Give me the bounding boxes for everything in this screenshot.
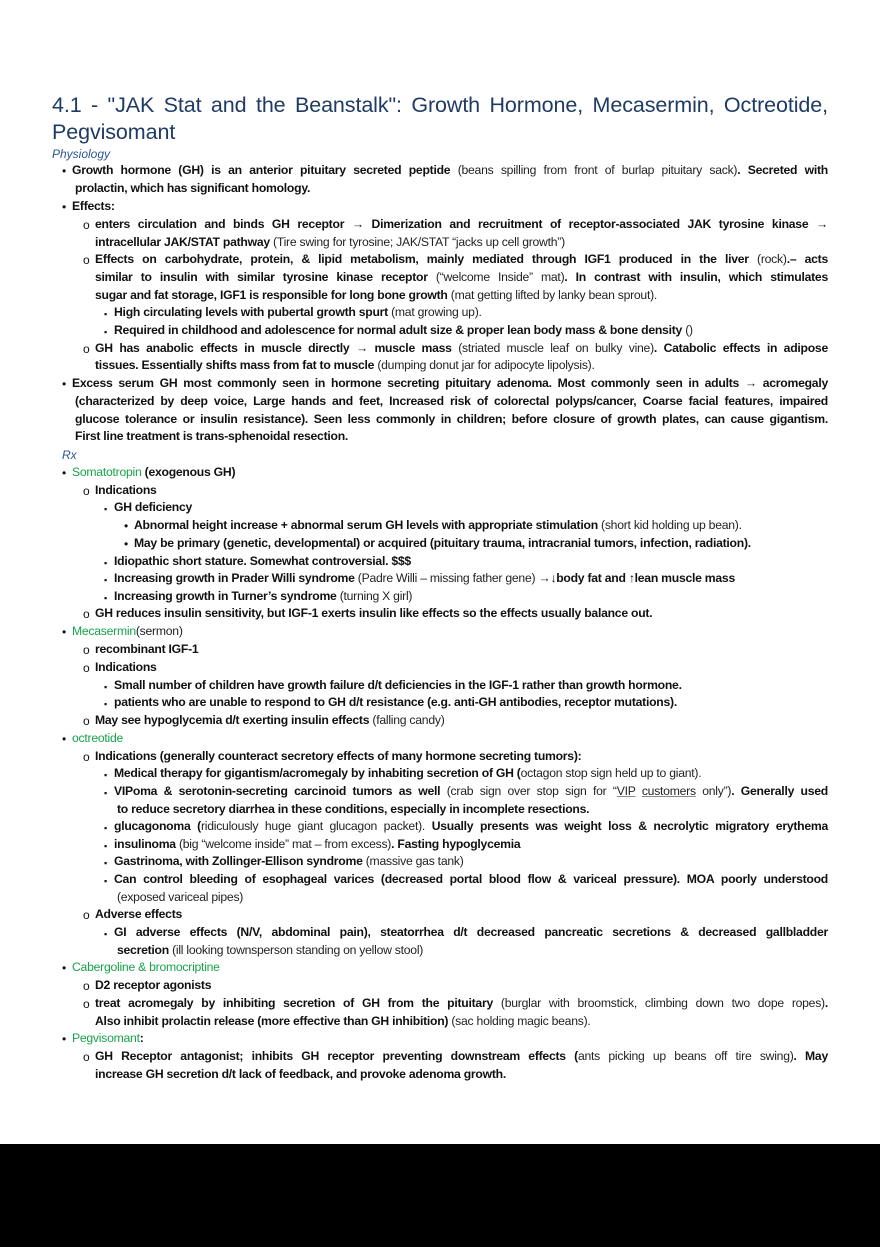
- text-line: [95, 357, 595, 375]
- drug-name: Cabergoline & bromocriptine: [72, 960, 220, 974]
- list-bullet-icon: ▪: [104, 876, 108, 886]
- text-segment: .: [824, 996, 828, 1010]
- list-bullet-icon: o: [83, 979, 90, 993]
- text-segment: sugar and fat storage, IGF1 is responsible for long bone growth: [95, 288, 451, 302]
- text-segment: GH has anabolic effects in muscle directly → muscle mass: [95, 341, 459, 355]
- text-line: [95, 906, 182, 924]
- text-segment: . Generally used: [731, 784, 828, 798]
- list-bullet-icon: ▪: [104, 309, 108, 319]
- text-line: [95, 659, 157, 677]
- text-segment: secretion: [117, 943, 173, 957]
- list-bullet-icon: •: [124, 519, 129, 533]
- list-bullet-icon: •: [62, 961, 67, 975]
- text-segment: recombinant IGF-1: [95, 642, 199, 656]
- text-segment: Indications: [95, 660, 157, 674]
- text-segment: (massive gas tank): [365, 854, 464, 868]
- text-segment: VIPoma & serotonin-secreting carcinoid tumors as well: [114, 784, 447, 798]
- text-segment: Effects on carbohydrate, protein, & lipid metabolism, mainly mediated through IGF1 produced in the liver: [95, 252, 758, 266]
- text-segment: (mat growing up).: [391, 305, 482, 319]
- text-line: [114, 765, 701, 783]
- list-bullet-icon: o: [83, 997, 90, 1011]
- text-segment: increase GH secretion d/t lack of feedback, and provoke adenoma growth.: [95, 1067, 506, 1081]
- list-bullet-icon: ▪: [104, 593, 108, 603]
- text-segment: (crab sign over stop sign for “: [446, 784, 617, 798]
- text-segment: .– acts: [786, 252, 828, 266]
- list-bullet-icon: ▪: [104, 558, 108, 568]
- list-bullet-icon: ▪: [104, 770, 108, 780]
- text-segment: (exogenous GH): [141, 465, 236, 479]
- text-segment: (exposed variceal pipes): [117, 890, 244, 904]
- text-line: [95, 340, 828, 358]
- text-segment: . Secreted with: [737, 163, 828, 177]
- text-line: [95, 234, 565, 252]
- text-segment: patients who are unable to respond to GH d/t resistance (e.g. anti-GH antibodies, receptor mutations).: [114, 695, 677, 709]
- list-bullet-icon: •: [124, 537, 129, 551]
- text-segment: glucose tolerance or insulin resistance). Seen less commonly in children; before closure of growth plates, can cause gigantism.: [75, 412, 828, 426]
- bottom-black-bar: [0, 1144, 880, 1247]
- list-bullet-icon: o: [83, 342, 90, 356]
- text-segment: Can control bleeding of esophageal varices (decreased portal blood flow & variceal pressure). MOA poorly understood: [114, 872, 828, 886]
- text-segment: Increasing growth in Turner’s syndrome: [114, 589, 340, 603]
- list-bullet-icon: o: [83, 218, 90, 232]
- text-segment: (Padre Willi – missing father gene): [357, 571, 539, 585]
- text-line: [114, 322, 693, 340]
- text-segment: Idiopathic short stature. Somewhat controversial. $$$: [114, 554, 411, 568]
- text-line: [95, 995, 828, 1013]
- text-line: [72, 464, 235, 482]
- list-bullet-icon: •: [62, 625, 67, 639]
- list-bullet-icon: o: [83, 661, 90, 675]
- text-segment: ridiculously huge giant glucagon packet).: [200, 819, 432, 833]
- drug-name: Mecasermin: [72, 624, 136, 638]
- text-segment: . Catabolic effects in adipose: [653, 341, 828, 355]
- text-segment: Excess serum GH most commonly seen in hormone secreting pituitary adenoma. Most commonly seen in adults → acromegaly: [72, 376, 828, 390]
- text-line: [114, 570, 735, 588]
- text-line: [72, 198, 115, 216]
- text-segment: Growth hormone (GH) is an anterior pituitary secreted peptide: [72, 163, 458, 177]
- text-line: [95, 251, 828, 269]
- text-line: [114, 304, 482, 322]
- text-line: [114, 924, 828, 942]
- text-segment: (characterized by deep voice, Large hands and feet, Increased risk of colorectal polyps/cancer, Coarse facial features, impaired: [75, 394, 828, 408]
- text-segment: insulinoma: [114, 837, 179, 851]
- text-segment: (beans spilling from front of burlap pituitary sack): [457, 163, 738, 177]
- list-bullet-icon: o: [83, 1050, 90, 1064]
- text-line: [95, 1066, 506, 1084]
- text-line: [95, 977, 211, 995]
- list-bullet-icon: •: [62, 164, 67, 178]
- section-heading-rx: Rx: [62, 448, 77, 462]
- text-segment: Increasing growth in Prader Willi syndrome: [114, 571, 358, 585]
- text-line: [114, 818, 828, 836]
- text-line: [114, 499, 192, 517]
- text-segment: D2 receptor agonists: [95, 978, 212, 992]
- text-segment: Indications: [95, 483, 157, 497]
- list-bullet-icon: •: [62, 377, 67, 391]
- list-bullet-icon: o: [83, 714, 90, 728]
- text-segment: Usually presents was weight loss & necrolytic migratory erythema: [431, 819, 829, 833]
- text-line: [95, 269, 828, 287]
- list-bullet-icon: •: [62, 732, 67, 746]
- text-line: [114, 853, 464, 871]
- list-bullet-icon: •: [62, 1032, 67, 1046]
- list-bullet-icon: ▪: [104, 327, 108, 337]
- text-segment: (“welcome Inside” mat): [435, 270, 565, 284]
- text-line: [75, 428, 348, 446]
- text-segment: (burglar with broomstick, climbing down two dope ropes): [500, 996, 825, 1010]
- text-segment: . May: [793, 1049, 828, 1063]
- text-segment: (rock): [757, 252, 787, 266]
- text-segment: May be primary (genetic, developmental) or acquired (pituitary trauma, intracranial tumors, infection, radiation).: [134, 536, 751, 550]
- text-segment: High circulating levels with pubertal growth spurt: [114, 305, 392, 319]
- text-line: [75, 411, 828, 429]
- list-bullet-icon: ▪: [104, 699, 108, 709]
- drug-name: Somatotropin: [72, 465, 142, 479]
- text-line: [114, 783, 828, 801]
- text-segment: (mat getting lifted by lanky bean sprout).: [450, 288, 658, 302]
- text-segment: GH reduces insulin sensitivity, but IGF-1 exerts insulin like effects so the effects usually balance out.: [95, 606, 653, 620]
- drug-name: octreotide: [72, 731, 124, 745]
- text-segment: (falling candy): [372, 713, 445, 727]
- text-line: [75, 393, 828, 411]
- text-line: [95, 287, 657, 305]
- text-line: [95, 712, 445, 730]
- text-segment: (sac holding magic beans).: [451, 1014, 591, 1028]
- text-segment: prolactin, which has significant homology.: [75, 181, 311, 195]
- text-line: [95, 482, 157, 500]
- text-line: [72, 1030, 144, 1048]
- text-segment: →↓body fat and ↑lean muscle mass: [538, 571, 735, 585]
- text-line: [117, 942, 423, 960]
- text-line: [134, 535, 751, 553]
- text-line: [95, 1013, 591, 1031]
- text-line: [114, 588, 412, 606]
- text-line: [114, 836, 520, 854]
- text-segment: Gastrinoma, with Zollinger-Ellison syndrome: [114, 854, 366, 868]
- text-segment: (turning X girl): [339, 589, 413, 603]
- text-line: [114, 871, 828, 889]
- text-segment: tissues. Essentially shifts mass from fat to muscle: [95, 358, 378, 372]
- text-segment: (striated muscle leaf on bulky vine): [458, 341, 654, 355]
- text-segment: (ill looking townsperson standing on yellow stool): [172, 943, 424, 957]
- text-segment: intracellular JAK/STAT pathway: [95, 235, 274, 249]
- text-segment: ants picking up beans off tire swing): [577, 1049, 794, 1063]
- text-line: [72, 623, 183, 641]
- drug-name: Pegvisomant: [72, 1031, 140, 1045]
- text-line: [95, 216, 828, 234]
- text-segment: glucagonoma (: [114, 819, 201, 833]
- text-line: [117, 889, 243, 907]
- text-line: [72, 730, 123, 748]
- text-segment: Medical therapy for gigantism/acromegaly by inhabiting secretion of GH (: [114, 766, 521, 780]
- text-segment: Effects:: [72, 199, 115, 213]
- text-segment: only”): [695, 784, 732, 798]
- text-line: [114, 553, 411, 571]
- text-segment: octagon stop sign held up to giant).: [520, 766, 702, 780]
- text-segment: . Fasting hypoglycemia: [391, 837, 521, 851]
- list-bullet-icon: o: [83, 908, 90, 922]
- text-line: [95, 748, 581, 766]
- section-heading-physiology: Physiology: [52, 147, 111, 161]
- text-segment: Indications (generally counteract secretory effects of many hormone secreting tumors):: [95, 749, 582, 763]
- text-segment: similar to insulin with similar tyrosine kinase receptor: [95, 270, 436, 284]
- text-segment: First line treatment is trans-sphenoidal resection.: [75, 429, 349, 443]
- text-line: [72, 375, 828, 393]
- text-line: [95, 605, 652, 623]
- list-bullet-icon: ▪: [104, 929, 108, 939]
- text-segment: May see hypoglycemia d/t exerting insulin effects: [95, 713, 373, 727]
- text-line: [95, 641, 198, 659]
- text-line: [75, 180, 310, 198]
- text-line: [117, 801, 589, 819]
- text-segment: customers: [641, 784, 696, 798]
- text-segment: GH deficiency: [114, 500, 193, 514]
- text-segment: :: [139, 1031, 144, 1045]
- text-segment: (dumping donut jar for adipocyte lipolysis).: [377, 358, 595, 372]
- list-bullet-icon: o: [83, 484, 90, 498]
- list-bullet-icon: o: [83, 607, 90, 621]
- text-segment: Required in childhood and adolescence for normal adult size & proper lean body mass & bone density: [114, 323, 686, 337]
- text-segment: Small number of children have growth failure d/t deficiencies in the IGF-1 rather than growth hormone.: [114, 678, 682, 692]
- text-segment: (Tire swing for tyrosine; JAK/STAT “jacks up cell growth”): [273, 235, 565, 249]
- text-segment: . In contrast with insulin, which stimulates: [564, 270, 828, 284]
- text-line: [72, 162, 828, 180]
- text-segment: Abnormal height increase + abnormal serum GH levels with appropriate stimulation: [134, 518, 602, 532]
- text-segment: Also inhibit prolactin release (more effective than GH inhibition): [95, 1014, 452, 1028]
- text-line: [95, 1048, 828, 1066]
- page-title: 4.1 - "JAK Stat and the Beanstalk": Growth Hormone, Mecasermin, Octreotide, Pegvisomant: [52, 93, 828, 144]
- list-bullet-icon: o: [83, 253, 90, 267]
- text-segment: VIP: [616, 784, 636, 798]
- list-bullet-icon: ▪: [104, 823, 108, 833]
- list-bullet-icon: ▪: [104, 504, 108, 514]
- list-bullet-icon: o: [83, 750, 90, 764]
- text-segment: (sermon): [135, 624, 183, 638]
- text-line: [134, 517, 742, 535]
- list-bullet-icon: •: [62, 200, 67, 214]
- text-segment: (short kid holding up bean).: [601, 518, 742, 532]
- list-bullet-icon: o: [83, 643, 90, 657]
- text-line: [72, 959, 220, 977]
- list-bullet-icon: •: [62, 466, 67, 480]
- list-bullet-icon: ▪: [104, 841, 108, 851]
- text-line: [114, 677, 682, 695]
- list-bullet-icon: ▪: [104, 575, 108, 585]
- text-segment: (big “welcome inside” mat – from excess): [178, 837, 392, 851]
- text-segment: Adverse effects: [95, 907, 183, 921]
- text-segment: GI adverse effects (N/V, abdominal pain), steatorrhea d/t decreased pancreatic secretions & decreased gallbladder: [114, 925, 828, 939]
- text-segment: enters circulation and binds GH receptor → Dimerization and recruitment of receptor-associated JAK tyrosine kinase →: [95, 217, 828, 231]
- text-line: [114, 694, 677, 712]
- list-bullet-icon: ▪: [104, 858, 108, 868]
- list-bullet-icon: ▪: [104, 682, 108, 692]
- list-bullet-icon: ▪: [104, 788, 108, 798]
- text-segment: treat acromegaly by inhibiting secretion of GH from the pituitary: [95, 996, 501, 1010]
- text-segment: (): [685, 323, 693, 337]
- text-segment: GH Receptor antagonist; inhibits GH receptor preventing downstream effects (: [95, 1049, 578, 1063]
- text-segment: to reduce secretory diarrhea in these conditions, especially in incomplete resections.: [117, 802, 590, 816]
